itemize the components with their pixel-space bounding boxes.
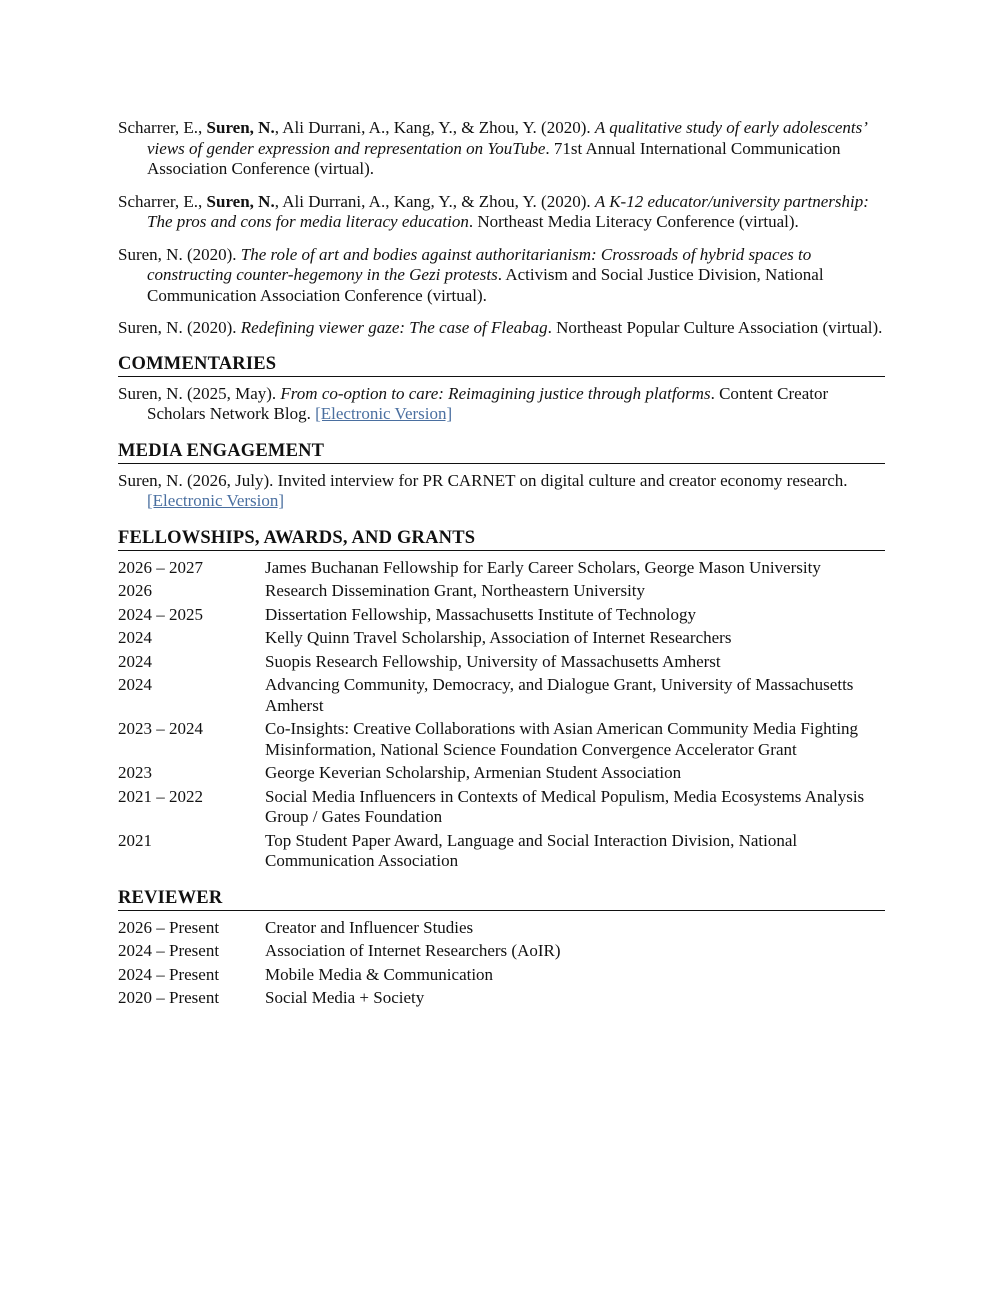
- list-item: [118, 581, 885, 602]
- year-range: 2026: [118, 581, 152, 600]
- list-item: [118, 558, 885, 579]
- list-item: [118, 652, 885, 673]
- award-description: Kelly Quinn Travel Scholarship, Association of Internet Researchers: [265, 628, 732, 647]
- list-item: [118, 965, 885, 986]
- list-item: [118, 941, 885, 962]
- year-range: 2021 – 2022: [118, 786, 203, 806]
- presentation-entry: Scharrer, E., Suren, N., Ali Durrani, A., Kang, Y., & Zhou, Y. (2020). A K-12 educator/university partnership: The pros and cons for media literacy education. Northeast Media Literacy Conference (virtual).: [118, 191, 869, 231]
- list-item: [118, 605, 885, 626]
- award-description: Advancing Community, Democracy, and Dialogue Grant, University of Massachusetts Amherst: [265, 675, 854, 715]
- year-range: 2026 – Present: [118, 917, 220, 937]
- fellowships-section: [118, 527, 885, 872]
- section-heading: REVIEWER: [118, 887, 885, 911]
- year-range: 2023: [118, 763, 152, 782]
- presentation-title: Redefining viewer gaze: The case of Fleabag: [240, 318, 548, 337]
- commentary-title: From co-option to care: Reimagining justice through platforms: [280, 383, 711, 403]
- year-range: 2024: [118, 651, 152, 671]
- presentation-entry: Scharrer, E., Suren, N., Ali Durrani, A., Kang, Y., & Zhou, Y. (2020). A qualitative study of early adolescents’ views of gender expression and representation on YouTube. 71st Annual International Communication Association Conference (virtual).: [118, 118, 867, 178]
- electronic-version-link[interactable]: [Electronic Version]: [147, 491, 285, 510]
- cv-page: [118, 118, 885, 1024]
- award-description: Suopis Research Fellowship, University of Massachusetts Amherst: [265, 651, 721, 671]
- list-item: [118, 831, 885, 872]
- commentaries-section: [118, 353, 885, 425]
- presentation-entry: Suren, N. (2020). Redefining viewer gaze: The case of Fleabag. Northeast Popular Culture Association (virtual).: [118, 318, 883, 337]
- year-range: 2020 – Present: [118, 988, 220, 1007]
- award-description: Top Student Paper Award, Language and Social Interaction Division, National Communication Association: [265, 830, 798, 870]
- award-description: Co-Insights: Creative Collaborations with Asian American Community Media Fighting Misinformation, National Science Foundation Convergence Accelerator Grant: [265, 719, 859, 759]
- list-item: [118, 719, 885, 760]
- year-range: 2024: [118, 675, 152, 694]
- year-range: 2024 – 2025: [118, 604, 203, 624]
- year-range: 2021: [118, 830, 152, 850]
- award-description: Social Media Influencers in Contexts of Medical Populism, Media Ecosystems Analysis Group / Gates Foundation: [265, 786, 865, 826]
- presentation-entry: Suren, N. (2020). The role of art and bodies against authoritarianism: Crossroads of hybrid spaces to constructing counter-hegemony in the Gezi protests. Activism and Social Justice Division, National Communication Association Conference (virtual).: [118, 244, 824, 305]
- highlighted-author: Suren, N.: [206, 191, 275, 211]
- electronic-version-link[interactable]: [Electronic Version]: [315, 404, 453, 423]
- section-heading: COMMENTARIES: [118, 353, 885, 377]
- award-description: George Keverian Scholarship, Armenian Student Association: [265, 763, 682, 782]
- award-description: Research Dissemination Grant, Northeastern University: [265, 581, 646, 600]
- list-item: [118, 675, 885, 716]
- list-item: [118, 787, 885, 828]
- year-range: 2024 – Present: [118, 941, 220, 960]
- presentations-list: [118, 118, 885, 339]
- journal-name: Social Media + Society: [265, 988, 425, 1007]
- journal-name: Mobile Media & Communication: [265, 964, 494, 984]
- journal-name: Creator and Influencer Studies: [265, 917, 474, 937]
- presentation-title: The role of art and bodies against authoritarianism: Crossroads of hybrid spaces to constructing counter-hegemony in the Gezi protests: [147, 244, 812, 284]
- year-range: 2023 – 2024: [118, 719, 203, 738]
- section-heading: FELLOWSHIPS, AWARDS, AND GRANTS: [118, 527, 885, 551]
- media-entry: Suren, N. (2026, July). Invited interview for PR CARNET on digital culture and creator economy research. [Electronic Version]: [118, 470, 848, 510]
- year-range: 2026 – 2027: [118, 557, 203, 577]
- award-description: James Buchanan Fellowship for Early Career Scholars, George Mason University: [265, 557, 821, 577]
- commentary-entry: Suren, N. (2025, May). From co-option to care: Reimagining justice through platforms. Content Creator Scholars Network Blog. [Electronic Version]: [118, 383, 829, 423]
- journal-name: Association of Internet Researchers (AoIR): [265, 941, 561, 960]
- section-heading: MEDIA ENGAGEMENT: [118, 440, 885, 464]
- list-item: [118, 763, 885, 784]
- list-item: [118, 628, 885, 649]
- list-item: [118, 988, 885, 1009]
- year-range: 2024: [118, 628, 152, 647]
- presentation-title: A K-12 educator/university partnership: The pros and cons for media literacy education: [147, 191, 869, 231]
- reviewer-section: [118, 887, 885, 1009]
- highlighted-author: Suren, N.: [206, 118, 275, 137]
- presentation-title: A qualitative study of early adolescents’ views of gender expression and representation on YouTube: [147, 118, 867, 158]
- award-description: Dissertation Fellowship, Massachusetts Institute of Technology: [265, 604, 697, 624]
- media-engagement-section: [118, 440, 885, 512]
- list-item: [118, 918, 885, 939]
- year-range: 2024 – Present: [118, 964, 220, 984]
